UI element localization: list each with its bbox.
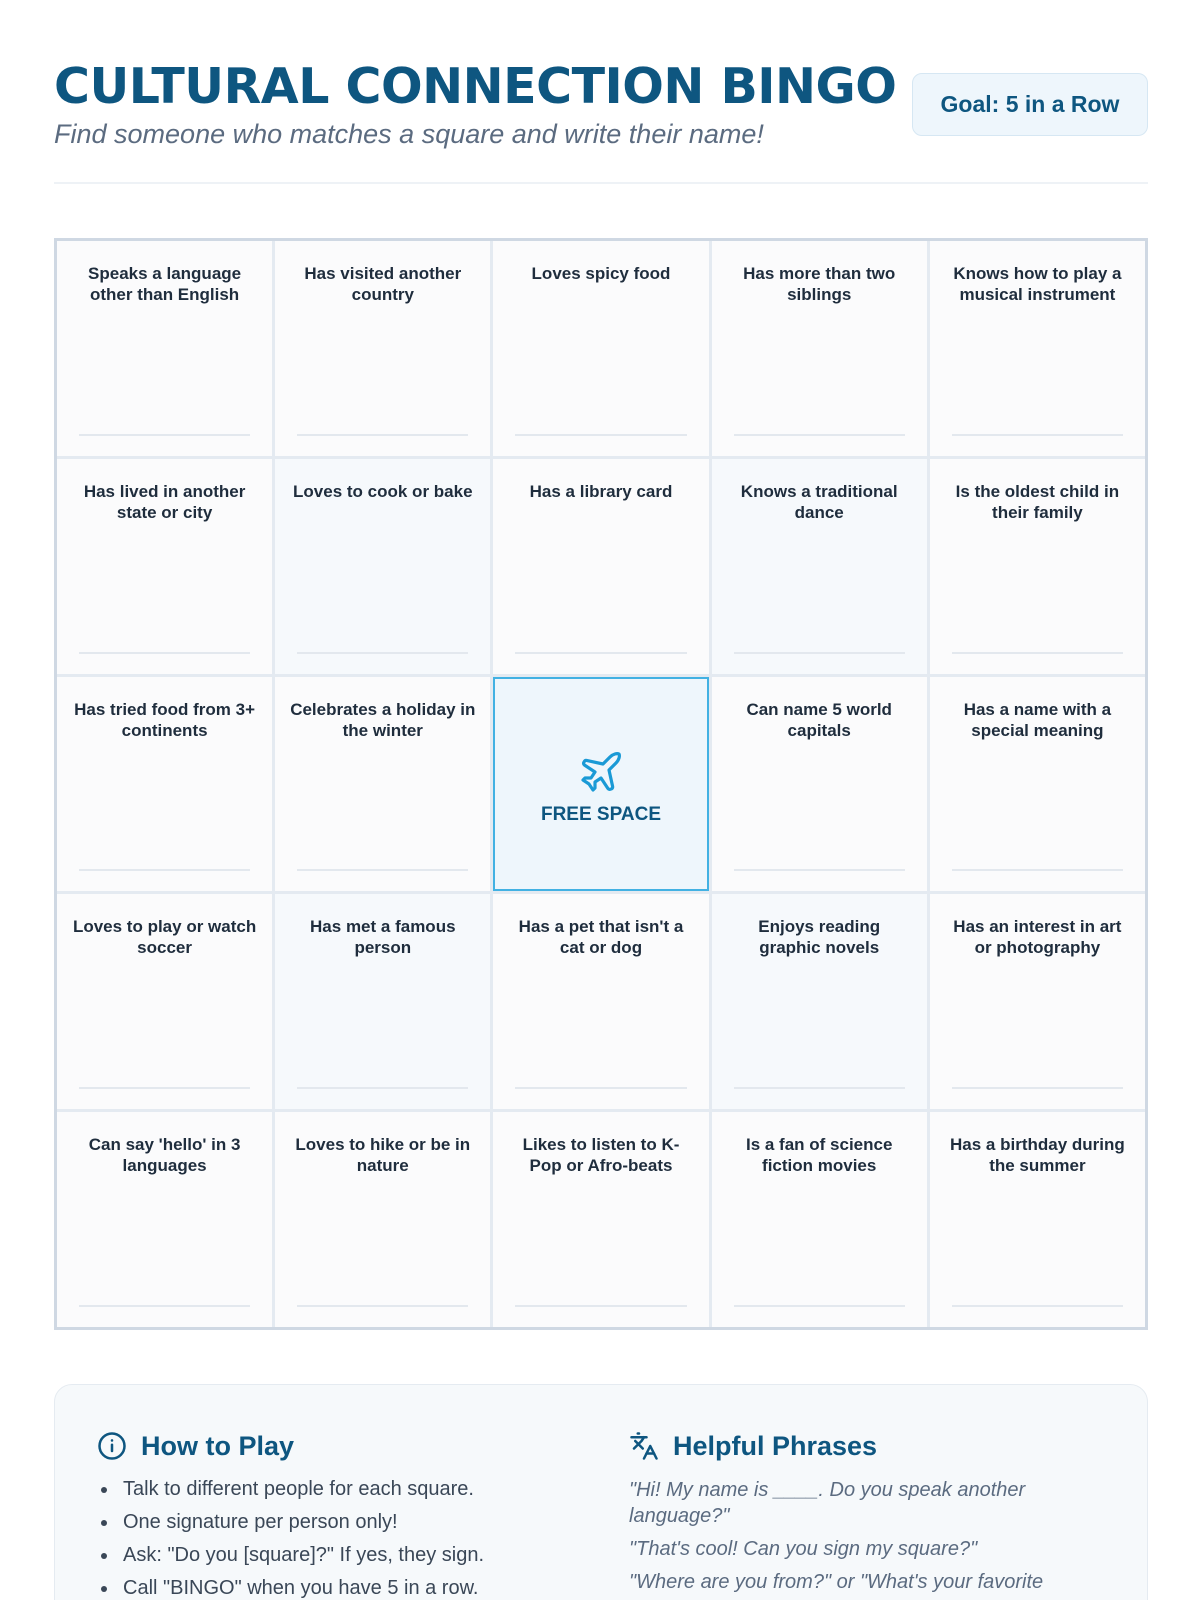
bingo-cell[interactable] bbox=[57, 1112, 272, 1327]
bingo-cell[interactable] bbox=[57, 894, 272, 1109]
cell-prompt: Has a birthday during the summer bbox=[950, 1135, 1125, 1176]
list-item: One signature per person only! bbox=[97, 1510, 557, 1543]
cell-prompt: Celebrates a holiday in the winter bbox=[290, 699, 476, 740]
signature-line[interactable] bbox=[297, 652, 468, 654]
cell-prompt: Loves to hike or be in nature bbox=[295, 1135, 471, 1176]
cell-prompt: Is a fan of science fiction movies bbox=[745, 1135, 893, 1176]
signature-line[interactable] bbox=[734, 869, 905, 871]
cell-prompt: Has more than two siblings bbox=[743, 264, 896, 304]
signature-line[interactable] bbox=[297, 869, 468, 871]
bingo-cell[interactable] bbox=[930, 1112, 1145, 1327]
bingo-cell[interactable] bbox=[930, 677, 1145, 892]
signature-line[interactable] bbox=[297, 434, 468, 436]
cell-prompt: Has visited another country bbox=[304, 264, 462, 304]
translate-icon bbox=[629, 1431, 659, 1461]
cell-prompt: Can say 'hello' in 3 languages bbox=[88, 1135, 241, 1176]
bingo-cell[interactable] bbox=[57, 241, 272, 456]
cell-prompt: Loves to cook or bake bbox=[293, 481, 473, 501]
phrase-item: "Hi! My name is ____. Do you speak another language?" bbox=[629, 1479, 1026, 1527]
airplane-icon bbox=[577, 748, 625, 796]
signature-line[interactable] bbox=[952, 652, 1123, 654]
signature-line[interactable] bbox=[734, 1087, 905, 1089]
bingo-cell[interactable] bbox=[493, 1112, 708, 1327]
bingo-cell[interactable] bbox=[493, 241, 708, 456]
bingo-cell[interactable] bbox=[712, 1112, 927, 1327]
cell-prompt: Speaks a language other than English bbox=[88, 264, 242, 304]
signature-line[interactable] bbox=[515, 652, 686, 654]
bingo-board bbox=[54, 238, 1148, 1330]
cell-prompt: Loves to play or watch soccer bbox=[72, 917, 257, 958]
page-header bbox=[54, 52, 1148, 184]
phrase-item: "That's cool! Can you sign my square?" bbox=[629, 1538, 978, 1560]
bingo-cell[interactable] bbox=[930, 241, 1145, 456]
cell-prompt: Knows a traditional dance bbox=[740, 481, 898, 522]
bingo-cell[interactable] bbox=[275, 1112, 490, 1327]
signature-line[interactable] bbox=[734, 1305, 905, 1307]
info-icon bbox=[97, 1431, 127, 1461]
info-panel bbox=[54, 1384, 1148, 1600]
cell-prompt: Has a pet that isn't a cat or dog bbox=[518, 917, 684, 958]
bingo-cell[interactable] bbox=[57, 677, 272, 892]
signature-line[interactable] bbox=[515, 1305, 686, 1307]
how-to-play-section bbox=[97, 1429, 557, 1600]
signature-line[interactable] bbox=[79, 1305, 250, 1307]
bingo-cell[interactable] bbox=[493, 459, 708, 674]
how-to-play-header bbox=[97, 1429, 557, 1463]
helpful-phrases-header bbox=[629, 1429, 1099, 1463]
phrases-list bbox=[629, 1477, 1099, 1595]
page-subtitle: Find someone who matches a square and write their name! bbox=[54, 119, 764, 149]
free-space-cell bbox=[493, 677, 708, 892]
bingo-cell[interactable] bbox=[930, 459, 1145, 674]
bingo-cell[interactable] bbox=[712, 459, 927, 674]
list-item: Ask: "Do you [square]?" If yes, they sign. bbox=[97, 1543, 557, 1576]
signature-line[interactable] bbox=[79, 652, 250, 654]
signature-line[interactable] bbox=[734, 652, 905, 654]
phrase-item: "Where are you from?" or "What's your favorite bbox=[629, 1571, 1044, 1593]
signature-line[interactable] bbox=[79, 869, 250, 871]
bingo-cell[interactable] bbox=[275, 677, 490, 892]
cell-prompt: Has an interest in art or photography bbox=[953, 917, 1122, 958]
cell-prompt: Is the oldest child in their family bbox=[955, 481, 1120, 522]
list-item: Call "BINGO" when you have 5 in a row. bbox=[97, 1576, 557, 1600]
cell-prompt: Likes to listen to K-Pop or Afro-beats bbox=[522, 1135, 680, 1176]
signature-line[interactable] bbox=[79, 1087, 250, 1089]
bingo-cell[interactable] bbox=[275, 241, 490, 456]
signature-line[interactable] bbox=[952, 1087, 1123, 1089]
signature-line[interactable] bbox=[515, 434, 686, 436]
bingo-cell[interactable] bbox=[930, 894, 1145, 1109]
bingo-cell[interactable] bbox=[57, 459, 272, 674]
signature-line[interactable] bbox=[79, 434, 250, 436]
bingo-cell[interactable] bbox=[275, 894, 490, 1109]
signature-line[interactable] bbox=[952, 434, 1123, 436]
bingo-cell[interactable] bbox=[712, 241, 927, 456]
cell-prompt: Knows how to play a musical instrument bbox=[953, 264, 1122, 304]
cell-prompt: Has met a famous person bbox=[310, 917, 456, 958]
cell-prompt: Has a library card bbox=[529, 481, 673, 501]
signature-line[interactable] bbox=[297, 1087, 468, 1089]
page-title: CULTURAL CONNECTION BINGO bbox=[54, 58, 897, 115]
cell-prompt: Enjoys reading graphic novels bbox=[758, 917, 881, 958]
bingo-cell[interactable] bbox=[712, 677, 927, 892]
signature-line[interactable] bbox=[952, 1305, 1123, 1307]
cell-prompt: Has lived in another state or city bbox=[83, 481, 246, 522]
goal-badge: Goal: 5 in a Row bbox=[912, 73, 1148, 136]
cell-prompt: Loves spicy food bbox=[531, 264, 671, 283]
helpful-phrases-section bbox=[629, 1429, 1099, 1600]
signature-line[interactable] bbox=[515, 1087, 686, 1089]
helpful-phrases-title: Helpful Phrases bbox=[673, 1430, 878, 1461]
rules-list bbox=[97, 1477, 557, 1600]
signature-line[interactable] bbox=[734, 434, 905, 436]
cell-prompt: Can name 5 world capitals bbox=[746, 699, 892, 740]
bingo-cell[interactable] bbox=[712, 894, 927, 1109]
cell-prompt: Has tried food from 3+ continents bbox=[74, 699, 256, 740]
cell-prompt: Has a name with a special meaning bbox=[963, 699, 1112, 740]
bingo-cell[interactable] bbox=[493, 894, 708, 1109]
signature-line[interactable] bbox=[952, 869, 1123, 871]
bingo-cell[interactable] bbox=[275, 459, 490, 674]
free-space-label: FREE SPACE bbox=[540, 803, 661, 825]
list-item: Talk to different people for each square. bbox=[97, 1477, 557, 1510]
signature-line[interactable] bbox=[297, 1305, 468, 1307]
how-to-play-title: How to Play bbox=[141, 1430, 295, 1461]
